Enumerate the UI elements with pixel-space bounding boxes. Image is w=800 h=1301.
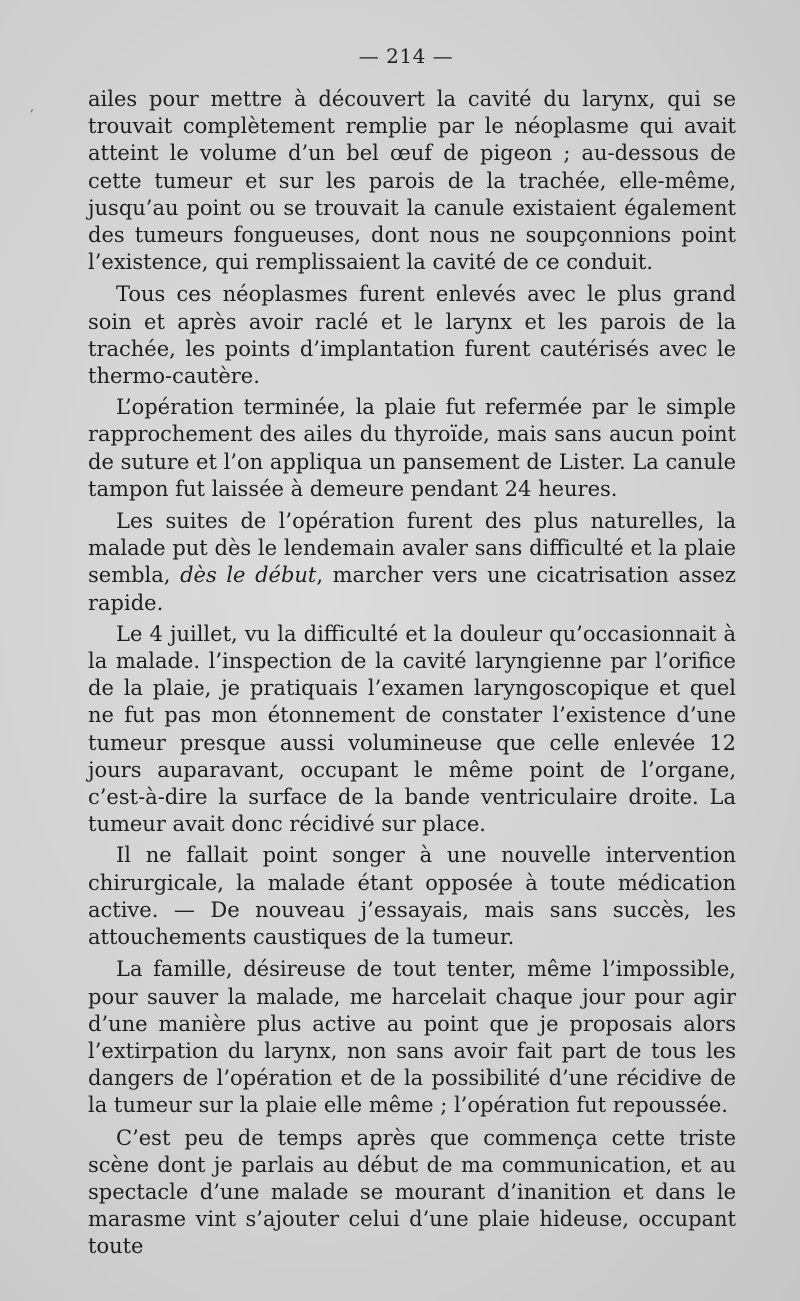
paragraph-4-after: , marcher vers une cicatrisation assez rapide.: [88, 563, 736, 615]
body-text: [88, 86, 736, 1261]
paragraph-5: Le 4 juillet, vu la difficulté et la douleur qu’occasionnait à la malade. l’inspection de la cavité laryngienne par l’orifice de la plaie, je pratiquais l’examen laryngoscopique et quel ne fut pas mon étonnement de constater l’existence d’une tumeur presque aussi volumineuse que celle enlevée 12 jours auparavant, occupant le même point de l’organe, c’est-à-dire la surface de la bande ventriculaire droite. La tumeur avait donc récidivé sur place.: [88, 621, 736, 837]
page-number: — 214 —: [358, 44, 454, 68]
margin-mark: ‚: [30, 100, 34, 114]
paragraph-3: L’opération terminée, la plaie fut refermée par le simple rapprochement des ailes du thyroïde, mais sans aucun point de suture et l’on appliqua un pansement de Lister. La canule tampon fut laissée à demeure pendant 24 heures.: [88, 395, 736, 501]
paragraph-4-italic: dès le début: [180, 563, 317, 588]
paragraph-8: C’est peu de temps après que commença cette triste scène dont je parlais au début de ma communication, et au spectacle d’une malade se mourant d’inanition et dans le marasme vint s’ajouter celui d’une plaie hideuse, occupant toute: [88, 1125, 736, 1259]
paragraph-1: ailes pour mettre à découvert la cavité du larynx, qui se trouvait complètement remplie par le néoplasme qui avait atteint le volume d’un bel œuf de pigeon ; au-dessous de cette tumeur et sur les parois de la trachée, elle-même, jusqu’au point ou se trouvait la canule existaient également des tumeurs fongueuses, dont nous ne soupçonnions point l’existence, qui remplissaient la cavité de ce conduit.: [88, 87, 736, 275]
paragraph-2: Tous ces néoplasmes furent enlevés avec le plus grand soin et après avoir raclé et le larynx et les parois de la trachée, les points d’implantation furent cautérisés avec le thermo-cautère.: [88, 282, 736, 389]
paragraph-4: [88, 508, 736, 617]
paragraph-4-before: Les suites de l’opération furent des plus naturelles, la malade put dès le lendemain avaler sans difficulté et la plaie sembla,: [88, 509, 736, 588]
paragraph-6: Il ne fallait point songer à une nouvelle intervention chirurgicale, la malade étant opposée à toute médication active. — De nouveau j’essayais, mais sans succès, les attouchements caustiques de la tumeur.: [88, 843, 736, 950]
paragraph-7: La famille, désireuse de tout tenter, même l’impossible, pour sauver la malade, me harcelait chaque jour pour agir d’une manière plus active au point que je proposais alors l’extirpation du larynx, non sans avoir fait part de tous les dangers de l’opération et de la possibilité d’une récidive de la tumeur sur la plaie elle même ; l’opération fut repoussée.: [88, 957, 736, 1118]
